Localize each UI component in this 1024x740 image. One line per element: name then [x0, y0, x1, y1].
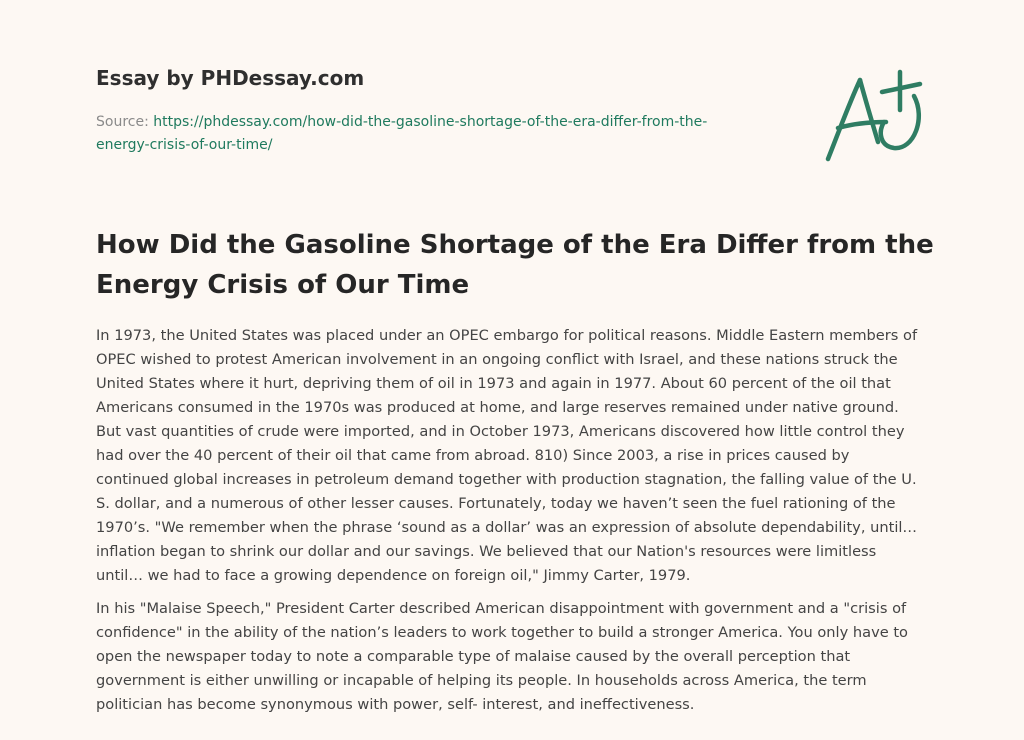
essay-body: [96, 324, 926, 726]
site-title: Essay by PHDessay.com: [96, 66, 365, 90]
essay-paragraph: In his "Malaise Speech," President Carter described American disappointment with government and a "crisis of confidence" in the ability of the nation’s leaders to work together to build a stronger America. You only have to open the newspaper today to note a comparable type of malaise caused by the overall perception that government is either unwilling or incapable of helping its people. In households across America, the term politician has become synonymous with power, self- interest, and ineffectiveness.: [96, 600, 908, 713]
essay-title: How Did the Gasoline Shortage of the Era Differ from the Energy Crisis of Our Time: [96, 230, 934, 300]
a-plus-logo-icon: [822, 66, 926, 166]
source-link[interactable]: https://phdessay.com/how-did-the-gasoline-shortage-of-the-era-differ-from-the-energy-crisis-of-our-time/: [96, 114, 708, 153]
source-label: Source:: [96, 114, 149, 130]
essay-paragraph: In 1973, the United States was placed under an OPEC embargo for political reasons. Middle Eastern members of OPEC wished to protest American involvement in an ongoing conflict with Israel, and these nations struck the United States where it hurt, depriving them of oil in 1973 and again in 1977. About 60 percent of the oil that Americans consumed in the 1970s was produced at home, and large reserves remained under native ground. But vast quantities of crude were imported, and in October 1973, Americans discovered how little control they had over the 40 percent of their oil that came from abroad. 810) Since 2003, a rise in prices caused by continued global increases in petroleum demand together with production stagnation, the falling value of the U. S. dollar, and a numerous of other lesser causes. Fortunately, today we haven’t seen the fuel rationing of the 1970’s. "We remember when the phrase ‘sound as a dollar’ was an expression of absolute dependability, until… inflation began to shrink our dollar and our savings. We believed that our Nation's resources were limitless until… we had to face a growing dependence on foreign oil," Jimmy Carter, 1979.: [96, 327, 918, 584]
source-line: [96, 111, 756, 157]
